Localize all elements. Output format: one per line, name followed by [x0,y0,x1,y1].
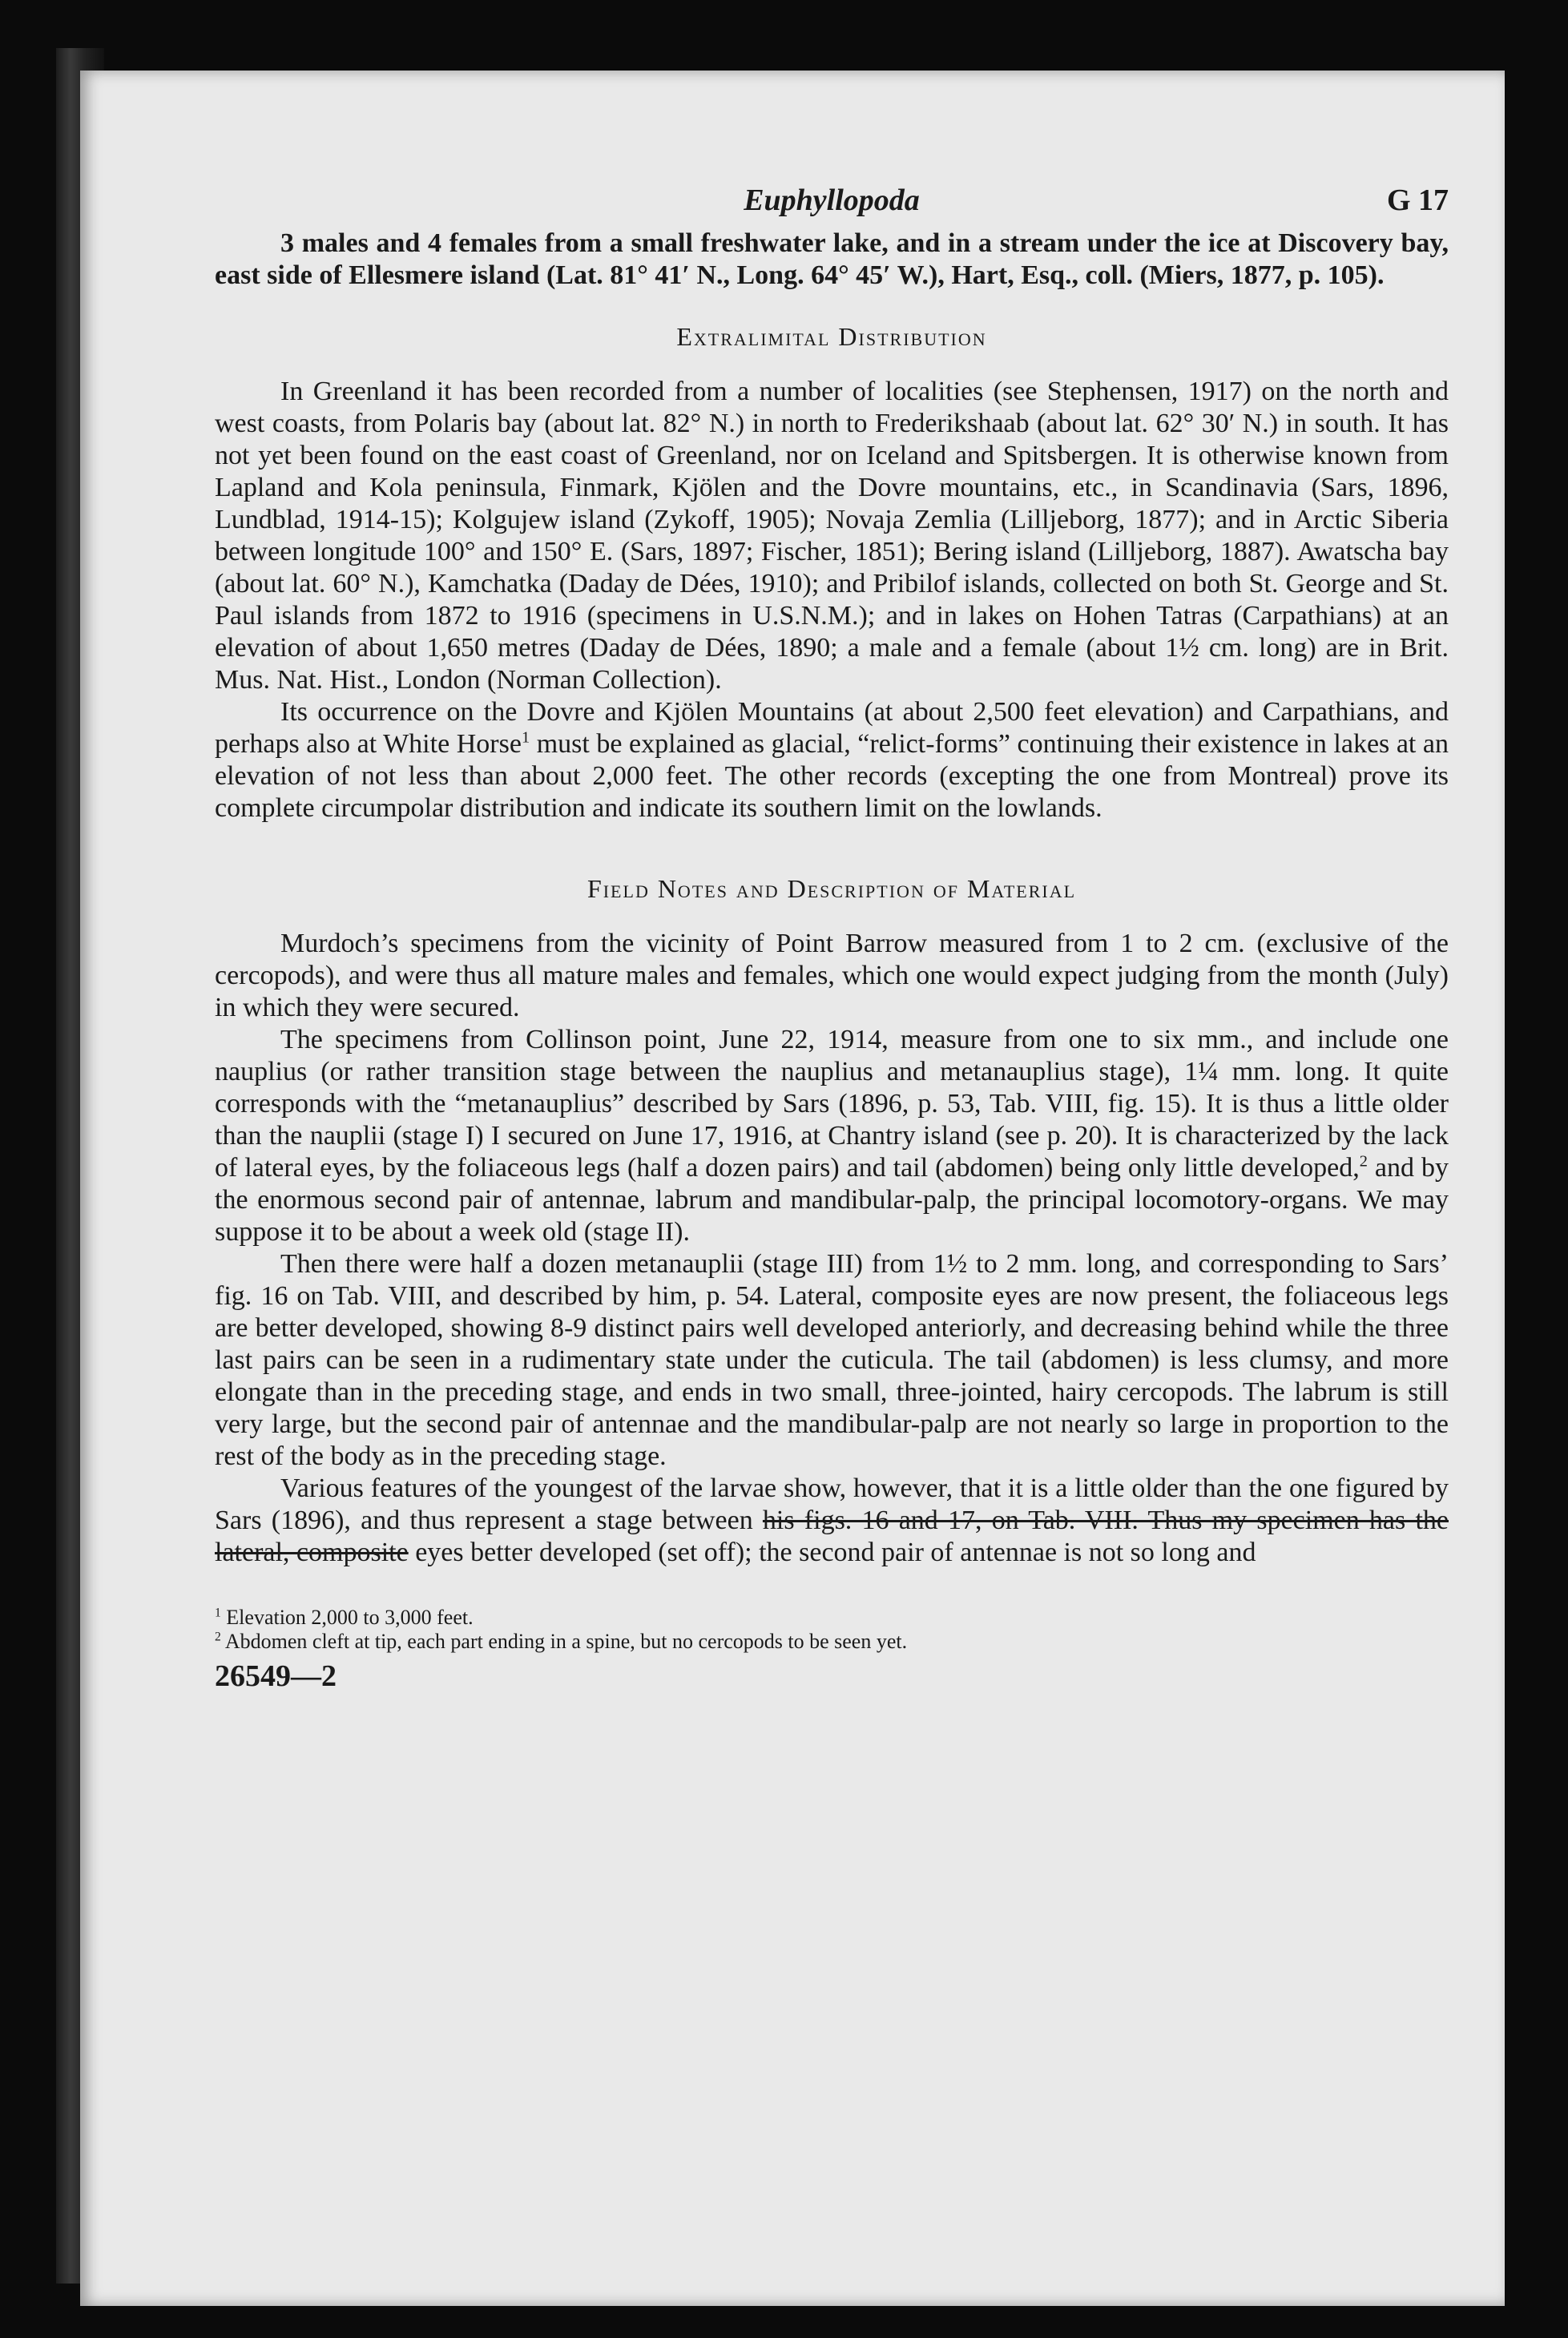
paragraph-greenland: In Greenland it has been recorded from a number of localities (see Stephensen, 1917) on the north and west coasts, from Polaris bay (about lat. 82° N.) in north to Frederikshaab (about lat. 62° 30′ N.) in south. It has not yet been found on the east coast of Greenland, nor on Iceland and Spitsbergen. It is otherwise known from Lapland and Kola peninsula, Finmark, Kjölen and the Dovre mountains, etc., in Scandinavia (Sars, 1896, Lundblad, 1914-15); Kolgujew island (Zykoff, 1905); Novaja Zemlia (Lilljeborg, 1877); and in Arctic Siberia between longitude 100° and 150° E. (Sars, 1897; Fischer, 1851); Bering island (Lilljeborg, 1887). Awatscha bay (about lat. 60° N.), Kamchatka (Daday de Dées, 1910); and Pribilof islands, collected on both St. George and St. Paul islands from 1872 to 1916 (specimens in U.S.N.M.); and in lakes on Hohen Tatras (Carpathians) at an elevation of about 1,650 metres (Daday de Dées, 1890; a male and a female (about 1½ cm. long) are in Brit. Mus. Nat. Hist., London (Norman Collection). [215,377,1449,695]
collinson-text-b: and by the enormous second pair of antennae, labrum and mandibular-palp, the principal locomotory-organs. We may suppose it to be about a week old (stage II). [215,1153,1449,1247]
footnote-ref-2: 2 [1359,1152,1368,1171]
text-block [215,183,1449,1694]
section-heading-extralimital: Extralimital Distribution [676,322,987,351]
printer-signature: 26549—2 [215,1659,337,1693]
paragraph-locality: 3 males and 4 females from a small freshwater lake, and in a stream under the ice at Discovery bay, east side of Ellesmere island (Lat. 81° 41′ N., Long. 64° 45′ W.), Hart, Esq., coll. (Miers, 1877, p. 105). [215,228,1449,290]
occurrence-text-b: must be explained as glacial, “relict-forms” continuing their existence in lakes at an elevation of not less than about 2,000 feet. The other records (excepting the one from Montreal) prove its complete circumpolar distribution and indicate its southern limit on the lowlands. [215,729,1449,823]
footnotes [215,1601,1449,1654]
collinson-text-a: The specimens from Collinson point, June 22, 1914, measure from one to six mm., and include one nauplius (or rather transition stage between the nauplius and metanauplius stage), 1¼ mm. long. It quite corresponds with the “metanauplius” described by Sars (1896, p. 53, Tab. VIII, fig. 15). It is thus a little older than the nauplii (stage I) I secured on June 17, 1916, at Chantry island (see p. 20). It is characterized by the lack of lateral eyes, by the foliaceous legs (half a dozen pairs) and tail (abdomen) being only little developed, [215,1025,1449,1183]
paragraph-collinson [215,1024,1449,1248]
larvae-text-b: eyes better developed (set off); the second pair of antennae is not so long and [408,1538,1256,1567]
paragraph-occurrence [215,696,1449,824]
section-heading-field-notes: Field Notes and Description of Material [586,874,1077,903]
footnote-2 [215,1630,1449,1654]
occurrence-text-a: Its occurrence on the Dovre and Kjölen Mountains (at about 2,500 feet elevation) and Carpathians, and perhaps also at White Horse [215,697,1449,759]
page-number: G 17 [1386,183,1449,217]
running-head [215,183,1449,228]
footnote-2-text: Abdomen cleft at tip, each part ending in a spine, but no cercopods to be seen yet. [224,1630,908,1653]
footnote-1-text: Elevation 2,000 to 3,000 feet. [226,1606,474,1629]
footnote-2-marker: 2 [215,1630,221,1644]
larvae-struck-text: his figs. 16 and 17, on Tab. VIII. Thus my specimen has the lateral, composite [215,1506,1449,1567]
scanned-page [80,71,1505,2306]
paragraph-metanauplii: Then there were half a dozen metanauplii (stage III) from 1½ to 2 mm. long, and corresponding to Sars’ fig. 16 on Tab. VIII, and described by him, p. 54. Lateral, composite eyes are now present, the foliaceous legs are better developed, showing 8-9 distinct pairs well developed anteriorly, and decreasing behind while the three last pairs can be seen in a rudimentary state under the cuticula. The tail (abdomen) is less clumsy, and more elongate than in the preceding stage, and ends in two small, three-jointed, hairy cercopods. The labrum is still very large, but the second pair of antennae and the mandibular-palp are not nearly so large in proportion to the rest of the body as in the preceding stage. [215,1249,1449,1471]
footnote-ref-1: 1 [521,728,530,747]
paragraph-larvae [215,1473,1449,1569]
running-title: Euphyllopoda [744,183,920,217]
footnote-1-marker: 1 [215,1606,221,1620]
paragraph-murdoch: Murdoch’s specimens from the vicinity of Point Barrow measured from 1 to 2 cm. (exclusive of the cercopods), and were thus all mature males and females, which one would expect judging from the month (July) in which they were secured. [215,929,1449,1022]
larvae-text-a: Various features of the youngest of the larvae show, however, that it is a little older than the one figured by Sars (1896), and thus represent a stage between [215,1473,1449,1535]
footnote-1 [215,1606,1449,1630]
